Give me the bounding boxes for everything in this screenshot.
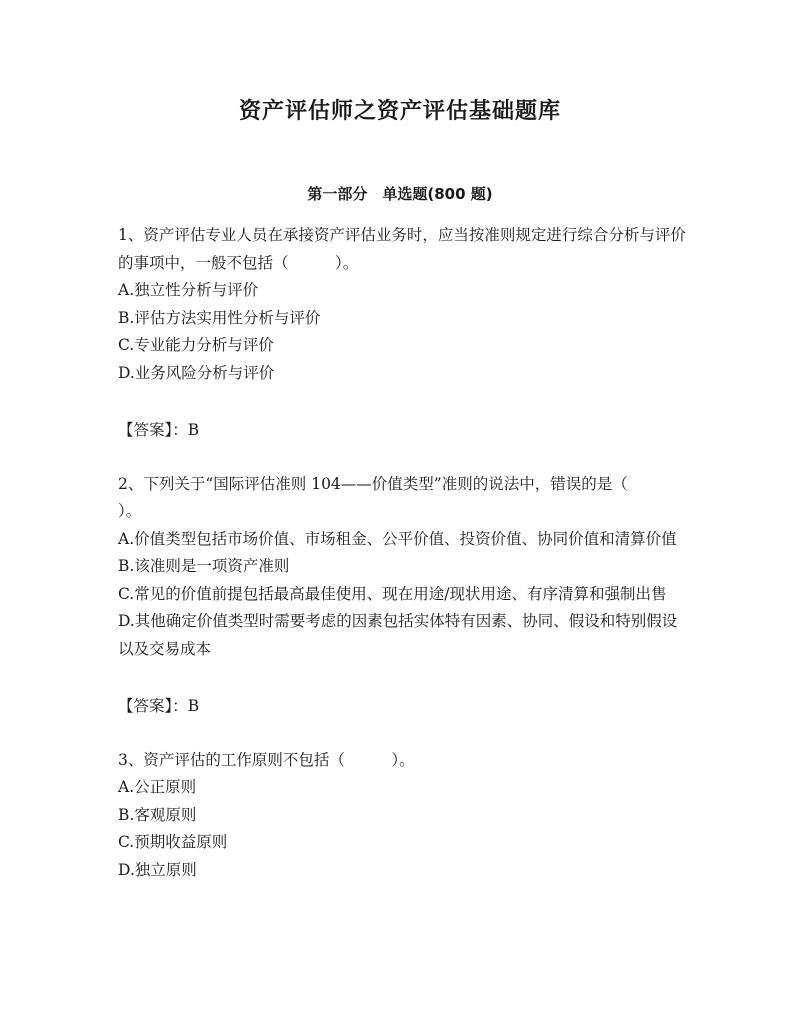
question-stem: 2、下列关于“国际评估准则 104——价值类型”准则的说法中，错误的是（ ）。 xyxy=(118,474,675,520)
question-1 xyxy=(118,222,686,445)
option-d: D.业务风险分析与评价 xyxy=(118,363,275,382)
question-stem: 1、资产评估专业人员在承接资产评估业务时，应当按准则规定进行综合分析与评价的事项中，一般不包括（ ）。 xyxy=(118,226,686,272)
option-a: A.价值类型包括市场价值、市场租金、公平价值、投资价值、协同价值和清算价值 xyxy=(118,529,677,548)
answer-label: 【答案】 xyxy=(118,697,173,715)
question-list xyxy=(118,222,686,910)
option-b: B.客观原则 xyxy=(118,805,197,824)
document-title: 资产评估师之资产评估基础题库 xyxy=(238,99,561,124)
option-c: C.常见的价值前提包括最高最佳使用、现在用途/现状用途、有序清算和强制出售 xyxy=(118,584,667,603)
answer-value: ：B xyxy=(172,421,200,439)
answer-line xyxy=(118,417,686,445)
option-b: B.该准则是一项资产准则 xyxy=(118,557,290,575)
question-3 xyxy=(118,747,686,885)
answer-label: 【答案】 xyxy=(118,421,173,439)
answer-value: ：B xyxy=(172,697,200,715)
option-b: B.评估方法实用性分析与评价 xyxy=(118,308,321,327)
option-c: C.专业能力分析与评价 xyxy=(118,336,274,354)
question-stem: 3、资产评估的工作原则不包括（ ）。 xyxy=(118,750,415,769)
option-c: C.预期收益原则 xyxy=(118,833,228,851)
question-2 xyxy=(118,471,686,721)
option-d: D.其他确定价值类型时需要考虑的因素包括实体特有因素、协同、假设和特别假设以及交易成本 xyxy=(118,612,678,658)
answer-line xyxy=(118,693,686,721)
option-d: D.独立原则 xyxy=(118,860,197,879)
option-a: A.公正原则 xyxy=(118,778,197,796)
option-a: A.独立性分析与评价 xyxy=(118,281,259,299)
section-title: 第一部分 单选题(800 题) xyxy=(307,185,493,203)
